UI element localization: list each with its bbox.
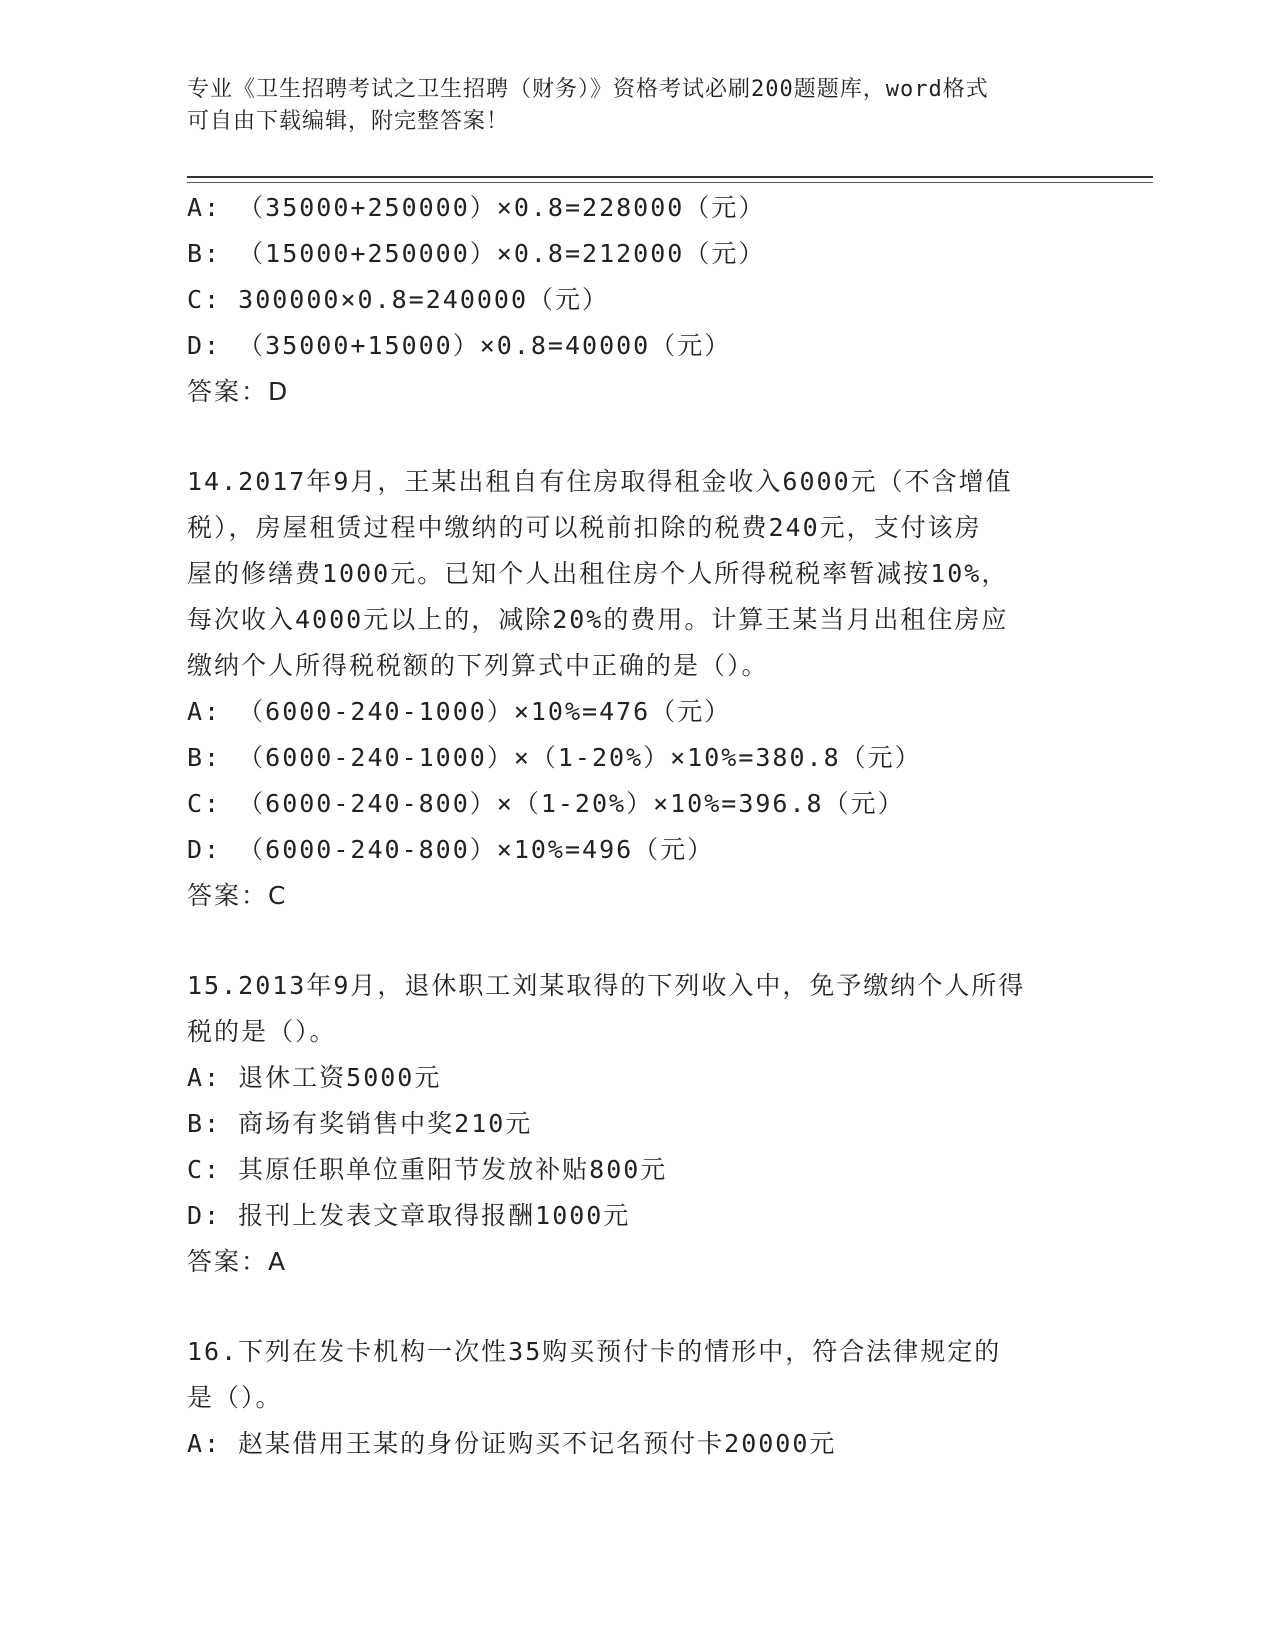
option-c: C: （6000-240-800）×（1-20%）×10%=396.8（元） — [187, 789, 905, 818]
option-a: A: 退休工资5000元 — [187, 1063, 442, 1092]
answer-line: 答案：C — [187, 881, 288, 910]
document-page — [187, 74, 1147, 1467]
option-a: A: （6000-240-1000）×10%=476（元） — [187, 697, 732, 726]
header-line-1: 专业《卫生招聘考试之卫生招聘（财务）》资格考试必刷200题题库，word格式 — [187, 77, 989, 102]
option-d: D: 报刊上发表文章取得报酬1000元 — [187, 1201, 631, 1230]
question-16 — [187, 1329, 1147, 1467]
question-line: 缴纳个人所得税税额的下列算式中正确的是（）。 — [187, 651, 769, 680]
question-line: 14.2017年9月，王某出租自有住房取得租金收入6000元（不含增值 — [187, 467, 1013, 496]
question-line: 税），房屋租赁过程中缴纳的可以税前扣除的税费240元，支付该房 — [187, 513, 982, 542]
option-d: D: （6000-240-800）×10%=496（元） — [187, 835, 715, 864]
question-14 — [187, 459, 1147, 919]
option-c: C: 300000×0.8=240000（元） — [187, 285, 610, 314]
question-text — [187, 459, 1067, 689]
question-line: 是（）。 — [187, 1383, 283, 1412]
option-b: B: （15000+250000）×0.8=212000（元） — [187, 239, 766, 268]
question-line: 税的是（）。 — [187, 1017, 337, 1046]
option-b: B: 商场有奖销售中奖210元 — [187, 1109, 533, 1138]
question-line: 16.下列在发卡机构一次性35购买预付卡的情形中，符合法律规定的 — [187, 1337, 1002, 1366]
option-a: A: 赵某借用王某的身份证购买不记名预付卡20000元 — [187, 1429, 837, 1458]
question-text — [187, 963, 1067, 1055]
option-c: C: 其原任职单位重阳节发放补贴800元 — [187, 1155, 668, 1184]
option-d: D: （35000+15000）×0.8=40000（元） — [187, 331, 732, 360]
question-text — [187, 1329, 1067, 1421]
answer-line: 答案：D — [187, 377, 290, 406]
answer-line: 答案：A — [187, 1247, 288, 1276]
document-header — [187, 74, 1067, 138]
question-line: 15.2013年9月，退休职工刘某取得的下列收入中，免予缴纳个人所得 — [187, 971, 1026, 1000]
option-b: B: （6000-240-1000）×（1-20%）×10%=380.8（元） — [187, 743, 922, 772]
header-line-2: 可自由下载编辑，附完整答案！ — [187, 109, 510, 134]
question-15 — [187, 963, 1147, 1285]
option-a: A: （35000+250000）×0.8=228000（元） — [187, 193, 766, 222]
question-line: 每次收入4000元以上的，减除20%的费用。计算王某当月出租住房应 — [187, 605, 1009, 634]
question-13 — [187, 185, 1147, 415]
question-line: 屋的修缮费1000元。已知个人出租住房个人所得税税率暂减按10%， — [187, 559, 1009, 588]
header-divider — [187, 176, 1153, 183]
